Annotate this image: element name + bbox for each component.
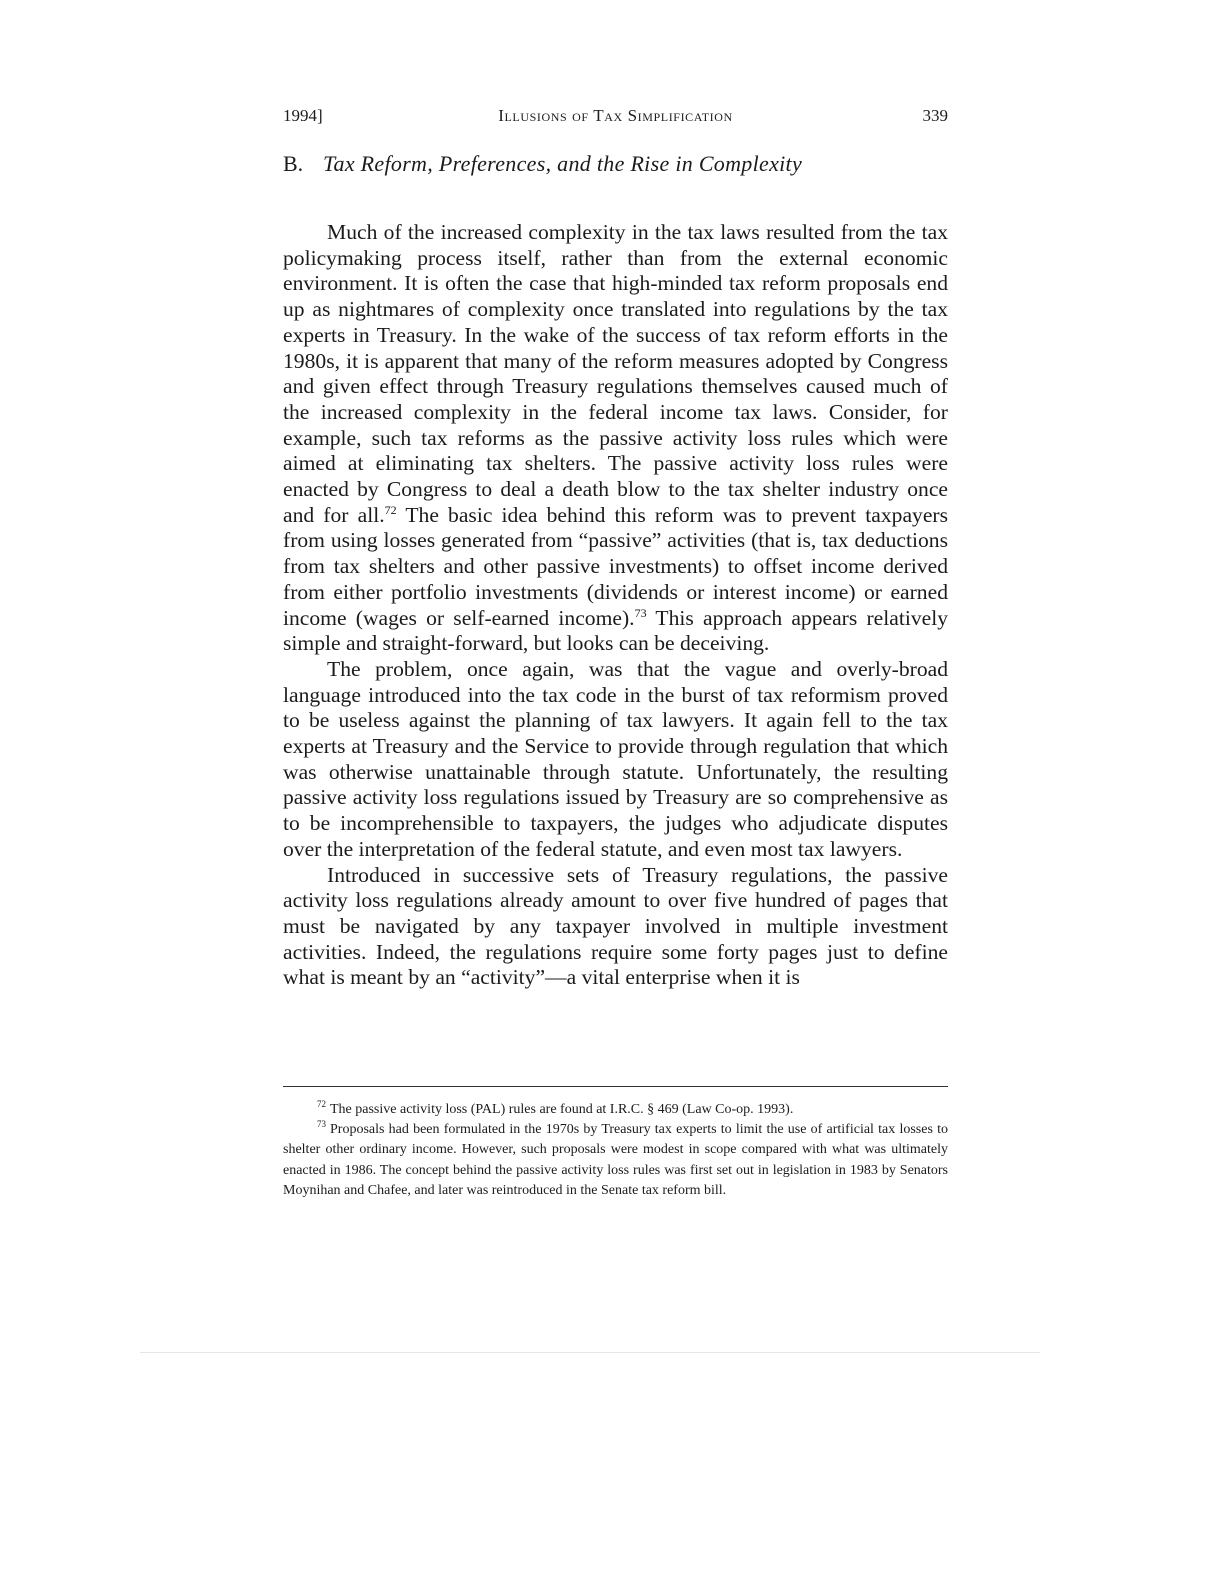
- footnotes: [283, 1100, 948, 1201]
- section-heading: [283, 150, 948, 178]
- scan-artifact-line: [140, 1352, 1040, 1353]
- paragraph-1-text-c: This approach appears relatively simple and straight-forward, but looks can be deceiving.: [283, 605, 948, 656]
- footnote-number: 73: [317, 1119, 326, 1130]
- page-number: 339: [922, 106, 948, 125]
- running-head-title: Illusions of Tax Simplification: [498, 106, 733, 125]
- footnote-ref-73: 73: [634, 605, 647, 620]
- paragraph-1: [283, 220, 948, 657]
- running-head-year: 1994]: [283, 106, 323, 125]
- section-title: Tax Reform, Preferences, and the Rise in Complexity: [323, 151, 803, 176]
- footnote-72: [283, 1100, 948, 1120]
- section-label: B.: [283, 151, 304, 176]
- paragraph-2: The problem, once again, was that the vague and overly-broad language introduced into the tax code in the burst of tax reformism proved to be useless against the planning of tax lawyers. It again fell to the tax experts at Treasury and the Service to provide through regulation that which was otherwise unattainable through statute. Unfortunately, the resulting passive activity loss regulations issued by Treasury are so comprehensive as to be incomprehensible to taxpayers, the judges who adjudicate disputes over the interpretation of the federal statute, and even most tax lawyers.: [283, 656, 948, 861]
- paragraph-1-text-b: The basic idea behind this reform was to prevent taxpayers from using losses generated from “passive” activities (that is, tax deductions from tax shelters and other passive investments) to offset income derived from either portfolio investments (dividends or interest income) or earned income (wages or self-earned income).: [283, 502, 948, 630]
- paragraph-3: Introduced in successive sets of Treasury regulations, the passive activity loss regulations already amount to over five hundred of pages that must be navigated by any taxpayer involved in multiple investment activities. Indeed, the regulations require some forty pages just to define what is meant by an “activity”—a vital enterprise when it is: [283, 862, 948, 990]
- footnote-divider: [283, 1086, 948, 1087]
- footnote-text: The passive activity loss (PAL) rules are found at I.R.C. § 469 (Law Co-op. 1993).: [330, 1102, 794, 1117]
- footnote-text: Proposals had been formulated in the 1970s by Treasury tax experts to limit the use of artificial tax losses to shelter other ordinary income. However, such proposals were modest in scope compared with what was ultimately enacted in 1986. The concept behind the passive activity loss rules was first set out in legislation in 1983 by Senators Moynihan and Chafee, and later was reintroduced in the Senate tax reform bill.: [283, 1122, 948, 1198]
- footnote-number: 72: [317, 1099, 326, 1109]
- footnote-73: [283, 1120, 948, 1201]
- footnote-ref-72: 72: [384, 502, 397, 517]
- body-text: [283, 220, 948, 991]
- running-head: [283, 104, 948, 128]
- paragraph-1-text-a: Much of the increased complexity in the tax laws resulted from the tax policymaking process itself, rather than from the external economic environment. It is often the case that high-minded tax reform proposals end up as nightmares of complexity once translated into regulations by the tax experts in Treasury. In the wake of the success of tax reform efforts in the 1980s, it is apparent that many of the reform measures adopted by Congress and given effect through Treasury regulations themselves caused much of the increased complexity in the federal income tax laws. Consider, for example, such tax reforms as the passive activity loss rules which were aimed at eliminating tax shelters. The passive activity loss rules were enacted by Congress to deal a death blow to the tax shelter industry once and for all.: [283, 220, 948, 527]
